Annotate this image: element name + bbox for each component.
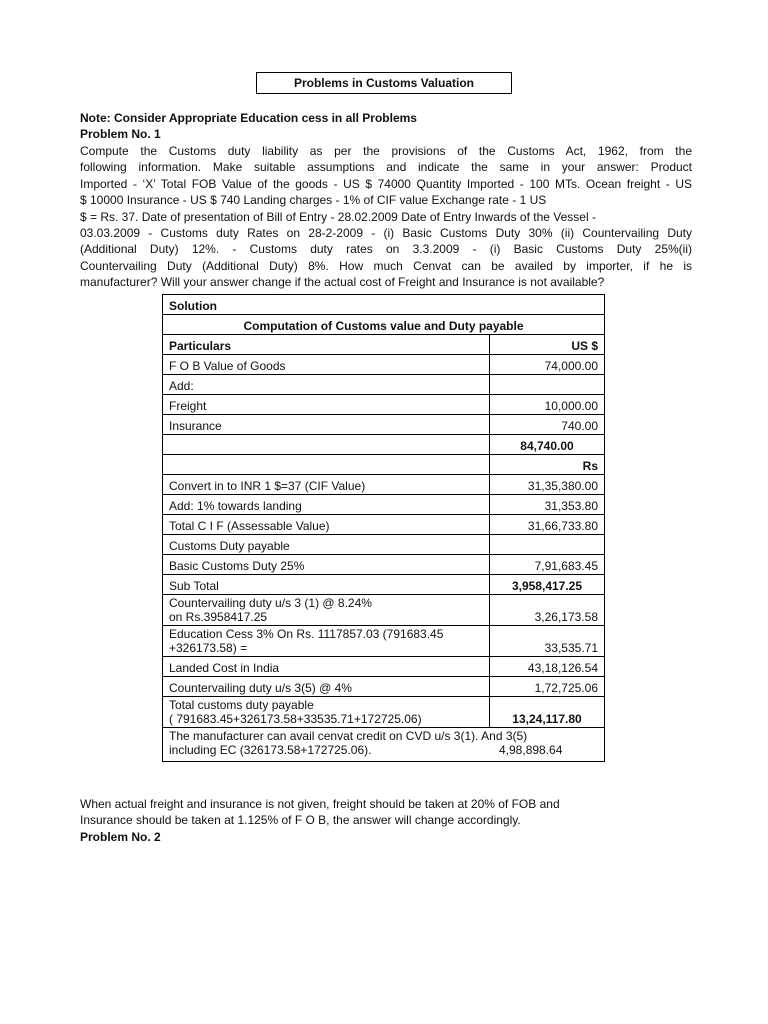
- table-row: [163, 475, 605, 495]
- statement-line: $ 10000 Insurance - US $ 740 Landing charges - 1% of CIF value Exchange rate - 1 US: [80, 193, 547, 208]
- row-label: Freight: [163, 395, 490, 415]
- row-amount: 31,353.80: [490, 495, 605, 515]
- row-label: Add:: [163, 375, 490, 395]
- row-label: F O B Value of Goods: [163, 355, 490, 375]
- row-label: [163, 626, 490, 657]
- row-label: Insurance: [163, 415, 490, 435]
- row-label-line: ( 791683.45+326173.58+33535.71+172725.06): [169, 712, 422, 726]
- closing-note: [163, 728, 605, 762]
- statement-line: (Additional Duty) 12%. - Customs duty rates on 3.3.2009 - (i) Basic Customs Duty 25%(ii): [80, 242, 692, 257]
- statement-line: Countervailing Duty (Additional Duty) 8%. How much Cenvat can be availed by importer, if he is: [80, 258, 692, 273]
- row-amount-subtotal: 3,958,417.25: [490, 575, 605, 595]
- table-row: [163, 515, 605, 535]
- row-label: [163, 697, 490, 728]
- statement-line: Imported - ‘X’ Total FOB Value of the goods - US $ 74000 Quantity Imported - 100 MTs. Ocean freight - US: [80, 176, 692, 191]
- row-amount: [490, 535, 605, 555]
- page-title: Problems in Customs Valuation: [256, 72, 512, 94]
- row-label: [163, 595, 490, 626]
- column-header-particulars: Particulars: [163, 335, 490, 355]
- row-label: Countervailing duty u/s 3(5) @ 4%: [163, 677, 490, 697]
- row-amount: [490, 375, 605, 395]
- closing-amount: 4,98,898.64: [499, 743, 563, 757]
- table-row: [163, 535, 605, 555]
- closing-row: [163, 728, 605, 762]
- problem-2-heading: Problem No. 2: [80, 829, 161, 844]
- statement-line: Compute the Customs duty liability as per the provisions of the Customs Act, 1962, from the: [80, 144, 692, 158]
- statement-line: following information. Make suitable assumptions and indicate the same in your answer: Product: [80, 160, 692, 175]
- row-amount-total-duty: 13,24,117.80: [490, 697, 605, 728]
- row-label-line: Countervailing duty u/s 3 (1) @ 8.24%: [169, 596, 372, 610]
- row-amount: 7,91,683.45: [490, 555, 605, 575]
- statement-line: 03.03.2009 - Customs duty Rates on 28-2-2009 - (i) Basic Customs Duty 30% (ii) Countervailing Duty: [80, 226, 692, 241]
- solution-table: [162, 294, 605, 762]
- footer-note: [80, 796, 692, 845]
- closing-line: including EC (326173.58+172725.06).: [169, 743, 372, 757]
- row-label: Basic Customs Duty 25%: [163, 555, 490, 575]
- row-amount: 74,000.00: [490, 355, 605, 375]
- table-row: [163, 455, 605, 475]
- table-row: [163, 415, 605, 435]
- table-title: Computation of Customs value and Duty payable: [163, 315, 605, 335]
- note-heading: [80, 110, 692, 143]
- table-row: [163, 697, 605, 728]
- row-label-line: Total customs duty payable: [169, 698, 314, 712]
- table-row: [163, 595, 605, 626]
- table-row: [163, 575, 605, 595]
- row-amount: 10,000.00: [490, 395, 605, 415]
- column-header-usd: US $: [490, 335, 605, 355]
- row-amount: 33,535.71: [490, 626, 605, 657]
- row-label: Landed Cost in India: [163, 657, 490, 677]
- row-amount-usd-total: 84,740.00: [490, 435, 605, 455]
- row-label-line: on Rs.3958417.25: [169, 610, 268, 624]
- row-label: [163, 455, 490, 475]
- table-row: [163, 677, 605, 697]
- table-row: [163, 435, 605, 455]
- footer-line: Insurance should be taken at 1.125% of F O B, the answer will change accordingly.: [80, 813, 521, 828]
- row-label-line: +326173.58) =: [169, 641, 248, 655]
- table-row: [163, 375, 605, 395]
- row-label: Convert in to INR 1 $=37 (CIF Value): [163, 475, 490, 495]
- row-label: Sub Total: [163, 575, 490, 595]
- row-label: Customs Duty payable: [163, 535, 490, 555]
- row-amount: 43,18,126.54: [490, 657, 605, 677]
- footer-line: When actual freight and insurance is not given, freight should be taken at 20% of FOB and: [80, 797, 560, 811]
- table-row: [163, 355, 605, 375]
- problem-1-statement: [80, 143, 692, 291]
- row-amount: 31,35,380.00: [490, 475, 605, 495]
- row-label: Total C I F (Assessable Value): [163, 515, 490, 535]
- solution-label: Solution: [163, 295, 605, 315]
- row-label: [163, 435, 490, 455]
- problem-1-heading: Problem No. 1: [80, 127, 161, 142]
- table-row: [163, 395, 605, 415]
- table-row: [163, 626, 605, 657]
- row-amount: 3,26,173.58: [490, 595, 605, 626]
- row-amount: 1,72,725.06: [490, 677, 605, 697]
- row-label-line: Education Cess 3% On Rs. 1117857.03 (791683.45: [169, 627, 444, 641]
- table-row: [163, 555, 605, 575]
- statement-line: manufacturer? Will your answer change if the actual cost of Freight and Insurance is not available?: [80, 275, 605, 290]
- row-amount: 740.00: [490, 415, 605, 435]
- statement-line: $ = Rs. 37. Date of presentation of Bill of Entry - 28.02.2009 Date of Entry Inwards of the Vessel -: [80, 209, 596, 224]
- row-label: Add: 1% towards landing: [163, 495, 490, 515]
- closing-line: The manufacturer can avail cenvat credit on CVD u/s 3(1). And 3(5): [169, 729, 528, 743]
- table-row: [163, 657, 605, 677]
- column-header-rs: Rs: [490, 455, 605, 475]
- table-row: [163, 495, 605, 515]
- closing-line-wrap: [169, 743, 598, 757]
- row-amount: 31,66,733.80: [490, 515, 605, 535]
- note-text: Note: Consider Appropriate Education cess in all Problems: [80, 111, 417, 125]
